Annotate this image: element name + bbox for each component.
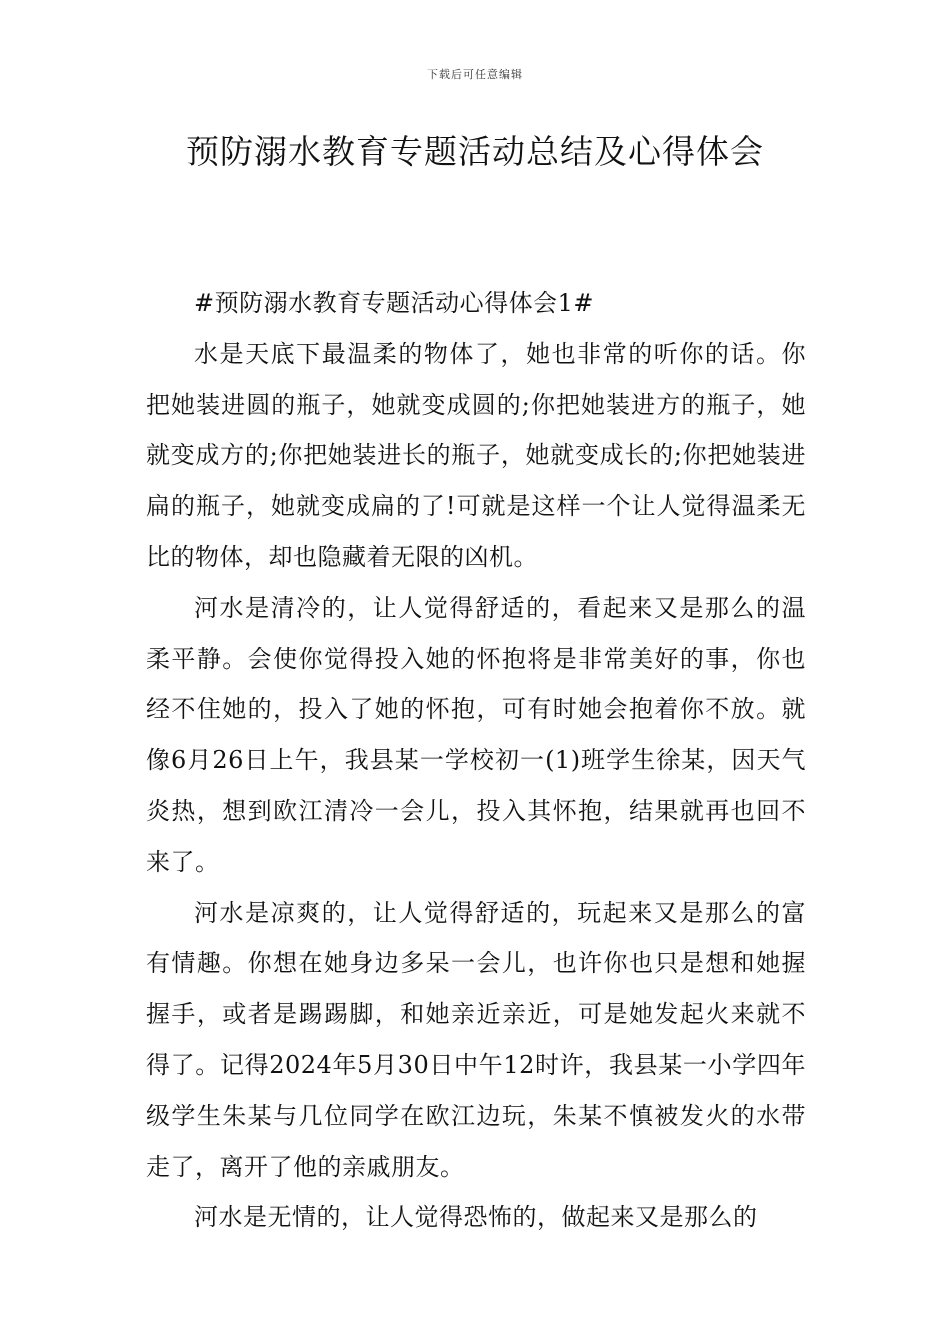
- paragraph: 河水是清冷的，让人觉得舒适的，看起来又是那么的温柔平静。会使你觉得投入她的怀抱将是非常美好的事，你也经不住她的，投入了她的怀抱，可有时她会抱着你不放。就像6月26日上午，我县某一学校初一(1)班学生徐某，因天气炎热，想到欧江清冷一会儿，投入其怀抱，结果就再也回不来了。: [146, 593, 806, 876]
- paragraph: 河水是无情的，让人觉得恐怖的，做起来又是那么的: [194, 1203, 758, 1232]
- paragraph: 河水是凉爽的，让人觉得舒适的，玩起来又是那么的富有情趣。你想在她身边多呆一会儿，也许你也只是想和她握握手，或者是踢踢脚，和她亲近亲近，可是她发起火来就不得了。记得2024年5月30日中午12时许，我县某一小学四年级学生朱某与几位同学在欧江边玩，朱某不慎被发火的水带走了，离开了他的亲戚朋友。: [146, 898, 806, 1181]
- paragraph: 水是天底下最温柔的物体了，她也非常的听你的话。你把她装进圆的瓶子，她就变成圆的;你把她装进方的瓶子，她就变成方的;你把她装进长的瓶子，她就变成长的;你把她装进扁的瓶子，她就变成扁的了!可就是这样一个让人觉得温柔无比的物体，却也隐藏着无限的凶机。: [146, 339, 806, 571]
- section-heading: #预防溺水教育专题活动心得体会1#: [194, 289, 594, 317]
- header-note: 下载后可任意编辑: [427, 68, 523, 81]
- document-body: [146, 278, 806, 1243]
- document-title: 预防溺水教育专题活动总结及心得体会: [186, 132, 764, 171]
